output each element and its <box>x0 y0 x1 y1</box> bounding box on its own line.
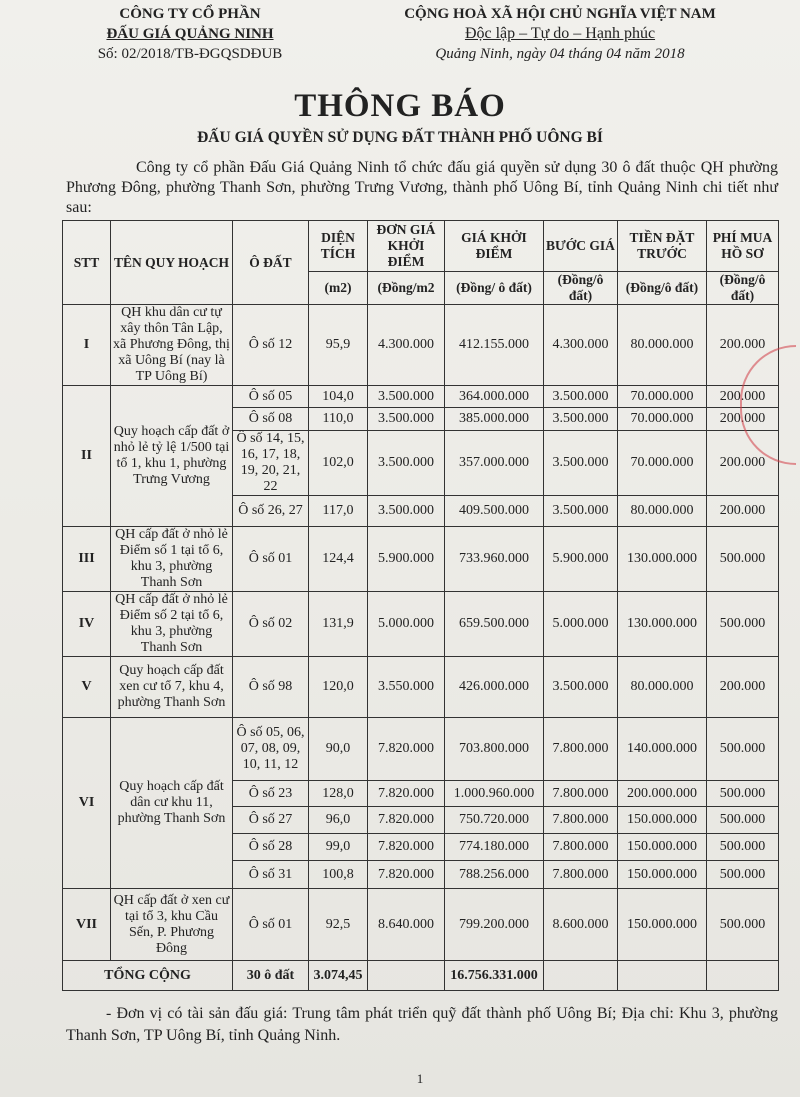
table-cell: 3.500.000 <box>544 431 618 496</box>
table-cell: 80.000.000 <box>618 496 707 527</box>
table-cell: 120,0 <box>309 657 368 718</box>
total-empty <box>707 961 779 991</box>
table-cell: 799.200.000 <box>445 889 544 961</box>
total-label: TỔNG CỘNG <box>63 961 233 991</box>
table-cell: 100,8 <box>309 861 368 889</box>
table-cell: 500.000 <box>707 527 779 592</box>
footer-note-text: - Đơn vị có tài sản đấu giá: Trung tâm phát triển quỹ đất thành phố Uông Bí; Địa chỉ: Khu 3, phường Thanh Sơn, TP Uông Bí, tỉnh Quảng Ninh. <box>66 1005 778 1044</box>
table-cell: 3.500.000 <box>544 408 618 431</box>
plan-name-cell: QH cấp đất ở nhỏ lẻ Điểm số 2 tại tổ 6, khu 3, phường Thanh Sơn <box>111 592 233 657</box>
table-cell: 150.000.000 <box>618 807 707 834</box>
table-cell: 200.000 <box>707 386 779 408</box>
table-cell: 7.820.000 <box>368 807 445 834</box>
table-cell: 1.000.960.000 <box>445 781 544 807</box>
table-cell: 70.000.000 <box>618 431 707 496</box>
table-cell: 200.000.000 <box>618 781 707 807</box>
column-unit: (Đồng/ô đất) <box>618 272 707 305</box>
table-row <box>63 386 779 408</box>
document-title: THÔNG BÁO <box>294 88 506 124</box>
nation-name: CỘNG HOÀ XÃ HỘI CHỦ NGHĨA VIỆT NAM <box>404 6 716 22</box>
column-unit: (Đồng/ô đất) <box>544 272 618 305</box>
stt-cell: VII <box>63 889 111 961</box>
stt-cell: V <box>63 657 111 718</box>
table-cell: 788.256.000 <box>445 861 544 889</box>
footer-note <box>66 1003 778 1047</box>
table-cell: 500.000 <box>707 592 779 657</box>
table-cell: 364.000.000 <box>445 386 544 408</box>
table-cell: 412.155.000 <box>445 305 544 386</box>
table-cell: 3.500.000 <box>368 496 445 527</box>
table-cell: 70.000.000 <box>618 408 707 431</box>
document-body <box>62 0 778 1097</box>
table-cell: 3.500.000 <box>544 386 618 408</box>
table-row <box>63 527 779 592</box>
table-row <box>63 718 779 781</box>
table-cell: 3.500.000 <box>544 657 618 718</box>
total-plots: 30 ô đất <box>233 961 309 991</box>
table-cell: 150.000.000 <box>618 834 707 861</box>
table-cell: 90,0 <box>309 718 368 781</box>
company-line1: CÔNG TY CỔ PHẦN <box>119 6 261 22</box>
table-cell: 357.000.000 <box>445 431 544 496</box>
total-start-price: 16.756.331.000 <box>445 961 544 991</box>
table-cell: 150.000.000 <box>618 861 707 889</box>
column-header: TÊN QUY HOẠCH <box>111 221 233 305</box>
table-cell: 5.900.000 <box>368 527 445 592</box>
column-unit: (Đồng/ ô đất) <box>445 272 544 305</box>
total-empty <box>618 961 707 991</box>
column-unit: (Đồng/m2 <box>368 272 445 305</box>
table-cell: 104,0 <box>309 386 368 408</box>
table-cell: Ô số 98 <box>233 657 309 718</box>
table-cell: 7.800.000 <box>544 834 618 861</box>
table-cell: 200.000 <box>707 431 779 496</box>
table-cell: Ô số 05, 06, 07, 08, 09, 10, 11, 12 <box>233 718 309 781</box>
table-cell: 7.820.000 <box>368 781 445 807</box>
table-cell: 7.800.000 <box>544 781 618 807</box>
column-header: TIỀN ĐẶT TRƯỚC <box>618 221 707 272</box>
stt-cell: II <box>63 386 111 527</box>
table-cell: Ô số 28 <box>233 834 309 861</box>
table-cell: 409.500.000 <box>445 496 544 527</box>
table-cell: 200.000 <box>707 657 779 718</box>
document-number: Số: 02/2018/TB-ĐGQSDĐUB <box>97 46 283 62</box>
header-row <box>63 221 779 272</box>
table-cell: 5.900.000 <box>544 527 618 592</box>
stt-cell: I <box>63 305 111 386</box>
table-row <box>63 592 779 657</box>
table-cell: 500.000 <box>707 889 779 961</box>
table-cell: Ô số 01 <box>233 889 309 961</box>
total-empty <box>368 961 445 991</box>
table-cell: 131,9 <box>309 592 368 657</box>
table-cell: 3.500.000 <box>368 408 445 431</box>
table-cell: Ô số 27 <box>233 807 309 834</box>
document-date: Quảng Ninh, ngày 04 tháng 04 năm 2018 <box>435 46 685 62</box>
table-cell: 4.300.000 <box>544 305 618 386</box>
table-cell: 7.820.000 <box>368 834 445 861</box>
table-cell: 3.500.000 <box>368 386 445 408</box>
total-empty <box>544 961 618 991</box>
intro-text: Công ty cổ phần Đấu Giá Quảng Ninh tổ chức đấu giá quyền sử dụng 30 ô đất thuộc QH phường Phương Đông, phường Thanh Sơn, phường Trưng Vương, thành phố Uông Bí, tỉnh Quảng Ninh chi tiết như sau: <box>66 159 778 216</box>
table-cell: 96,0 <box>309 807 368 834</box>
motto: Độc lập – Tự do – Hạnh phúc <box>464 25 656 42</box>
table-cell: 7.800.000 <box>544 807 618 834</box>
column-header: ĐƠN GIÁ KHỞI ĐIỂM <box>368 221 445 272</box>
column-header: STT <box>63 221 111 305</box>
table-cell: 500.000 <box>707 861 779 889</box>
table-cell: 92,5 <box>309 889 368 961</box>
table-cell: 130.000.000 <box>618 592 707 657</box>
table-cell: 140.000.000 <box>618 718 707 781</box>
table-cell: 8.600.000 <box>544 889 618 961</box>
column-header: Ô ĐẤT <box>233 221 309 305</box>
table-cell: 3.500.000 <box>368 431 445 496</box>
table-cell: 3.500.000 <box>544 496 618 527</box>
table-cell: 5.000.000 <box>368 592 445 657</box>
intro-paragraph <box>66 158 778 218</box>
table-cell: 80.000.000 <box>618 657 707 718</box>
table-cell: 659.500.000 <box>445 592 544 657</box>
table-cell: 4.300.000 <box>368 305 445 386</box>
table-cell: Ô số 26, 27 <box>233 496 309 527</box>
table-cell: Ô số 14, 15, 16, 17, 18, 19, 20, 21, 22 <box>233 431 309 496</box>
plan-name-cell: QH khu dân cư tự xây thôn Tân Lập, xã Phương Đông, thị xã Uông Bí (nay là TP Uông Bí) <box>111 305 233 386</box>
document-subtitle: ĐẤU GIÁ QUYỀN SỬ DỤNG ĐẤT THÀNH PHỐ UÔNG BÍ <box>197 129 603 146</box>
stt-cell: III <box>63 527 111 592</box>
plan-name-cell: QH cấp đất ở nhỏ lẻ Điểm số 1 tại tổ 6, khu 3, phường Thanh Sơn <box>111 527 233 592</box>
total-area: 3.074,45 <box>309 961 368 991</box>
table-cell: 150.000.000 <box>618 889 707 961</box>
table-cell: 426.000.000 <box>445 657 544 718</box>
table-cell: 703.800.000 <box>445 718 544 781</box>
table-cell: 128,0 <box>309 781 368 807</box>
table-cell: Ô số 23 <box>233 781 309 807</box>
table-cell: 117,0 <box>309 496 368 527</box>
table-row <box>63 889 779 961</box>
plan-name-cell: Quy hoạch cấp đất dân cư khu 11, phường Thanh Sơn <box>111 718 233 889</box>
table-cell: 8.640.000 <box>368 889 445 961</box>
table-cell: 80.000.000 <box>618 305 707 386</box>
table-cell: 200.000 <box>707 305 779 386</box>
table-row <box>63 305 779 386</box>
table-cell: 385.000.000 <box>445 408 544 431</box>
table-cell: 200.000 <box>707 496 779 527</box>
table-row <box>63 657 779 718</box>
stt-cell: VI <box>63 718 111 889</box>
table-cell: 733.960.000 <box>445 527 544 592</box>
table-cell: 124,4 <box>309 527 368 592</box>
plan-name-cell: Quy hoạch cấp đất xen cư tổ 7, khu 4, phường Thanh Sơn <box>111 657 233 718</box>
column-header: DIỆN TÍCH <box>309 221 368 272</box>
column-unit: (m2) <box>309 272 368 305</box>
table-cell: Ô số 12 <box>233 305 309 386</box>
total-row <box>63 961 779 991</box>
auction-table <box>62 220 779 991</box>
table-cell: 70.000.000 <box>618 386 707 408</box>
table-cell: 7.820.000 <box>368 718 445 781</box>
table-cell: 95,9 <box>309 305 368 386</box>
table-cell: 500.000 <box>707 718 779 781</box>
table-cell: 500.000 <box>707 781 779 807</box>
table-cell: 774.180.000 <box>445 834 544 861</box>
plan-name-cell: QH cấp đất ở xen cư tại tổ 3, khu Cầu Sến, P. Phương Đông <box>111 889 233 961</box>
page-number: 1 <box>416 1071 424 1086</box>
table-cell: Ô số 05 <box>233 386 309 408</box>
column-header: PHÍ MUA HỒ SƠ <box>707 221 779 272</box>
table-cell: Ô số 02 <box>233 592 309 657</box>
table-cell: 3.550.000 <box>368 657 445 718</box>
table-cell: 500.000 <box>707 807 779 834</box>
table-cell: 200.000 <box>707 408 779 431</box>
column-header: BƯỚC GIÁ <box>544 221 618 272</box>
table-cell: Ô số 01 <box>233 527 309 592</box>
table-cell: 500.000 <box>707 834 779 861</box>
table-cell: Ô số 08 <box>233 408 309 431</box>
table-cell: 7.820.000 <box>368 861 445 889</box>
table-cell: Ô số 31 <box>233 861 309 889</box>
stt-cell: IV <box>63 592 111 657</box>
column-unit: (Đồng/ô đất) <box>707 272 779 305</box>
plan-name-cell: Quy hoạch cấp đất ở nhỏ lẻ tỷ lệ 1/500 tại tổ 1, khu 1, phường Trưng Vương <box>111 386 233 527</box>
table-cell: 750.720.000 <box>445 807 544 834</box>
table-cell: 7.800.000 <box>544 861 618 889</box>
table-cell: 7.800.000 <box>544 718 618 781</box>
table-cell: 110,0 <box>309 408 368 431</box>
table-cell: 130.000.000 <box>618 527 707 592</box>
table-cell: 102,0 <box>309 431 368 496</box>
table-cell: 99,0 <box>309 834 368 861</box>
column-header: GIÁ KHỞI ĐIỂM <box>445 221 544 272</box>
table-cell: 5.000.000 <box>544 592 618 657</box>
company-line2: ĐẤU GIÁ QUẢNG NINH <box>106 26 274 42</box>
